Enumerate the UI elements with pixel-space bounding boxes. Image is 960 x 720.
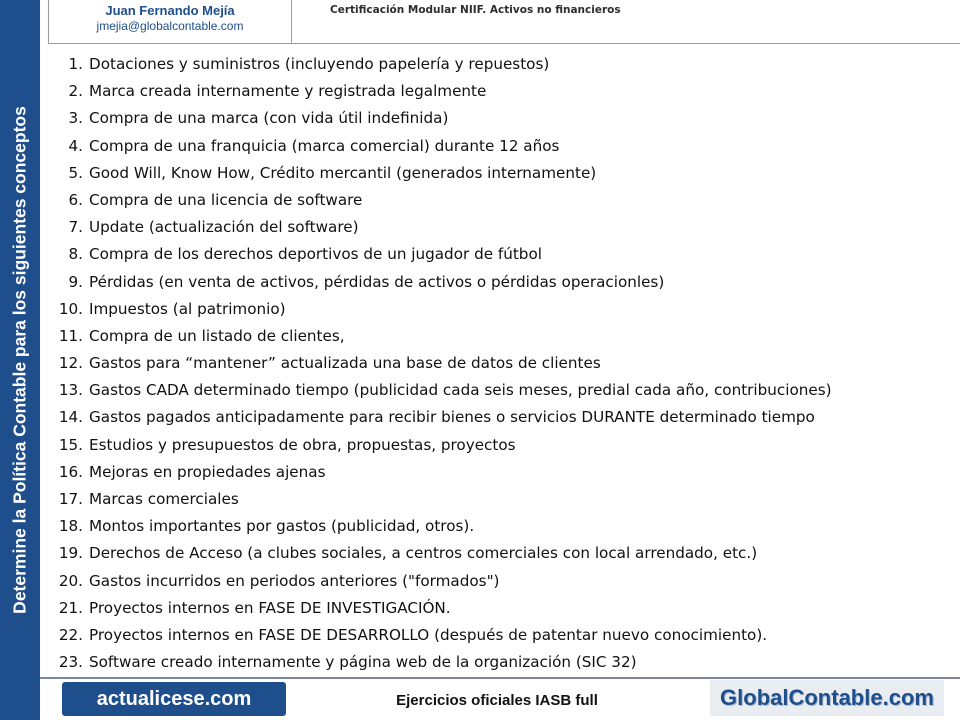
list-item-number: 22. bbox=[58, 625, 83, 644]
list-item bbox=[44, 486, 958, 513]
list-item-number: 8. bbox=[68, 245, 83, 264]
list-item-text: Compra de un listado de clientes, bbox=[89, 326, 345, 345]
sidebar-title: Determine la Política Contable para los siguientes conceptos bbox=[9, 106, 30, 614]
list-item-text: Good Will, Know How, Crédito mercantil (generados internamente) bbox=[89, 163, 597, 182]
list-item bbox=[44, 323, 958, 350]
globalcontable-logo[interactable] bbox=[710, 680, 944, 716]
list-item bbox=[44, 540, 958, 567]
list-item-text: Gastos CADA determinado tiempo (publicidad cada seis meses, predial cada año, contribuciones) bbox=[89, 381, 832, 400]
list-item bbox=[44, 214, 958, 241]
list-item-number: 18. bbox=[58, 517, 83, 536]
list-item bbox=[44, 649, 958, 676]
author-box bbox=[48, 0, 292, 44]
list-item bbox=[44, 568, 958, 595]
list-item-text: Compra de una marca (con vida útil indefinida) bbox=[89, 109, 449, 128]
list-item-text: Marca creada internamente y registrada legalmente bbox=[89, 82, 487, 101]
course-title: Certificación Modular NIIF. Activos no financieros bbox=[330, 4, 621, 16]
list-item-text: Pérdidas (en venta de activos, pérdidas de activos o pérdidas operacionles) bbox=[89, 272, 665, 291]
list-item-text: Estudios y presupuestos de obra, propuestas, proyectos bbox=[89, 435, 516, 454]
list-item-text: Gastos incurridos en periodos anteriores ("formados") bbox=[89, 571, 500, 590]
list-item bbox=[44, 160, 958, 187]
sidebar-banner bbox=[0, 0, 40, 720]
list-item-text: Dotaciones y suministros (incluyendo papelería y repuestos) bbox=[89, 55, 550, 73]
footer-divider bbox=[40, 677, 960, 679]
list-item-number: 3. bbox=[68, 109, 83, 128]
author-email[interactable]: jmejia@globalcontable.com bbox=[96, 19, 244, 33]
actualicese-logo-text: actualicese.com bbox=[96, 687, 252, 710]
list-item-number: 11. bbox=[58, 326, 83, 345]
globalcontable-logo-text: GlobalContable.com bbox=[720, 685, 934, 710]
list-item bbox=[44, 404, 958, 431]
footer-caption: Ejercicios oficiales IASB full bbox=[396, 692, 598, 709]
list-item-number: 21. bbox=[58, 598, 83, 617]
list-item-number: 1. bbox=[68, 55, 83, 73]
list-item-text: Gastos pagados anticipadamente para recibir bienes o servicios DURANTE determinado tiempo bbox=[89, 408, 815, 427]
list-item-number: 13. bbox=[58, 381, 83, 400]
list-item-text: Compra de una franquicia (marca comercial) durante 12 años bbox=[89, 136, 560, 155]
list-item-number: 2. bbox=[68, 82, 83, 101]
list-item-number: 5. bbox=[68, 163, 83, 182]
list-item-number: 7. bbox=[68, 218, 83, 237]
list-item-number: 12. bbox=[58, 354, 83, 373]
list-item-number: 20. bbox=[58, 571, 83, 590]
list-item-number: 9. bbox=[68, 272, 83, 291]
list-item bbox=[44, 595, 958, 622]
list-item bbox=[44, 296, 958, 323]
list-item-text: Proyectos internos en FASE DE INVESTIGACIÓN. bbox=[89, 598, 451, 617]
list-item bbox=[44, 377, 958, 404]
list-item-number: 6. bbox=[68, 190, 83, 209]
list-item-number: 14. bbox=[58, 408, 83, 427]
list-item-text: Compra de los derechos deportivos de un jugador de fútbol bbox=[89, 245, 542, 264]
author-name: Juan Fernando Mejía bbox=[105, 3, 235, 18]
list-item bbox=[44, 187, 958, 214]
list-item-number: 17. bbox=[58, 490, 83, 508]
list-item-number: 15. bbox=[58, 435, 83, 454]
list-item-text: Gastos para “mantener” actualizada una base de datos de clientes bbox=[89, 354, 601, 373]
list-item bbox=[44, 432, 958, 459]
list-item-text: Impuestos (al patrimonio) bbox=[89, 299, 286, 318]
list-item bbox=[44, 105, 958, 132]
list-item-number: 19. bbox=[58, 544, 83, 563]
list-item bbox=[44, 78, 958, 105]
header-divider bbox=[292, 43, 960, 44]
list-item-number: 16. bbox=[58, 462, 83, 481]
list-item-number: 10. bbox=[58, 299, 83, 318]
list-item-text: Proyectos internos en FASE DE DESARROLLO (después de patentar nuevo conocimiento). bbox=[89, 625, 768, 644]
list-item bbox=[44, 241, 958, 268]
actualicese-logo[interactable] bbox=[62, 682, 286, 716]
list-item-number: 4. bbox=[68, 136, 83, 155]
list-item bbox=[44, 459, 958, 486]
list-item-text: Compra de una licencia de software bbox=[89, 190, 363, 209]
list-item-text: Montos importantes por gastos (publicidad, otros). bbox=[89, 517, 475, 536]
list-item-text: Update (actualización del software) bbox=[89, 218, 359, 237]
list-item bbox=[44, 51, 958, 78]
list-item bbox=[44, 269, 958, 296]
list-item bbox=[44, 133, 958, 160]
list-item-text: Marcas comerciales bbox=[89, 490, 239, 508]
list-item bbox=[44, 622, 958, 649]
list-item-text: Mejoras en propiedades ajenas bbox=[89, 462, 326, 481]
list-item bbox=[44, 350, 958, 377]
list-item bbox=[44, 513, 958, 540]
list-item-number: 23. bbox=[58, 653, 83, 672]
list-item-text: Derechos de Acceso (a clubes sociales, a centros comerciales con local arrendado, etc.) bbox=[89, 544, 758, 563]
list-item-text: Software creado internamente y página web de la organización (SIC 32) bbox=[89, 653, 637, 672]
concept-list bbox=[44, 51, 958, 676]
